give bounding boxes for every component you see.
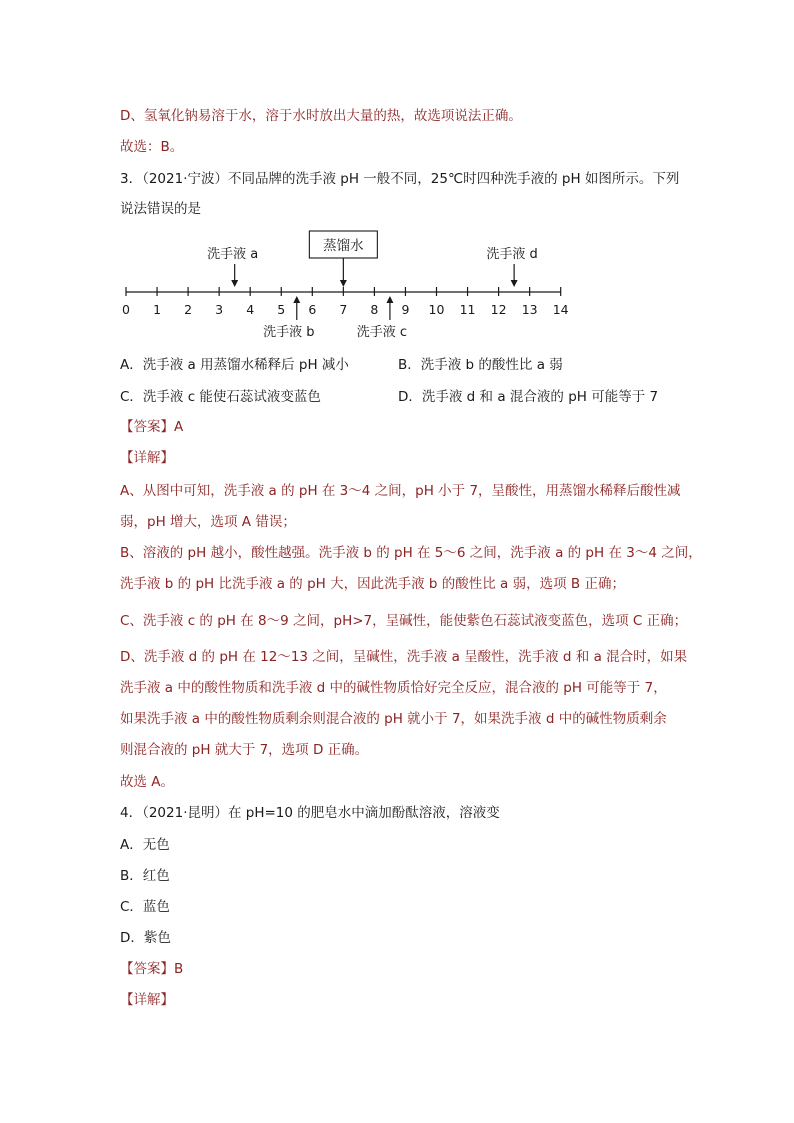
scale-tick-label: 0 bbox=[122, 302, 130, 317]
option-c: C．洗手液 c 能使石蕊试液变蓝色 bbox=[120, 389, 321, 405]
text-line: B、溶液的 pH 越小，酸性越强。洗手液 b 的 pH 在 5～6 之间，洗手液 a 的 pH 在 3～4 之间， bbox=[120, 545, 702, 561]
text-line: 3．（2021·宁波）不同品牌的洗手液 pH 一般不同，25℃时四种洗手液的 pH 如图所示。下列 bbox=[120, 171, 680, 187]
box-arrow-head bbox=[340, 280, 347, 287]
text-line: A．无色 bbox=[120, 837, 170, 853]
option-a: A．洗手液 a 用蒸馏水稀释后 pH 减小 bbox=[120, 357, 349, 373]
scale-tick-label: 2 bbox=[184, 302, 193, 317]
scale-tick-label: 12 bbox=[490, 302, 507, 317]
marker-arrow-down-head bbox=[231, 280, 238, 287]
text-line: B．红色 bbox=[120, 868, 170, 884]
text-line: 如果洗手液 a 中的酸性物质剩余则混合液的 pH 就小于 7，如果洗手液 d 中的碱性物质剩余 bbox=[120, 711, 667, 727]
text-line: C．蓝色 bbox=[120, 899, 170, 915]
scale-tick-label: 13 bbox=[521, 302, 538, 317]
text-line: 【答案】A bbox=[120, 419, 184, 435]
scale-tick-label: 1 bbox=[153, 302, 162, 317]
text-line: 【答案】B bbox=[120, 961, 184, 977]
text-line: 故选 A。 bbox=[120, 774, 175, 790]
text-line: 则混合液的 pH 就大于 7，选项 D 正确。 bbox=[120, 742, 369, 758]
option-b: B．洗手液 b 的酸性比 a 弱 bbox=[398, 357, 563, 373]
scale-tick-label: 8 bbox=[370, 302, 379, 317]
text-line: D、洗手液 d 的 pH 在 12～13 之间，呈碱性，洗手液 a 呈酸性，洗手液 d 和 a 混合时，如果 bbox=[120, 649, 688, 665]
text-line: 【详解】 bbox=[120, 450, 174, 466]
marker-label-below: 洗手液 b bbox=[263, 325, 315, 340]
text-line: 4．（2021·昆明）在 pH=10 的肥皂水中滴加酚酞溶液，溶液变 bbox=[120, 805, 500, 821]
scale-tick-label: 5 bbox=[277, 302, 286, 317]
marker-label-below: 洗手液 c bbox=[356, 325, 408, 340]
text-line: C、洗手液 c 的 pH 在 8～9 之间，pH>7，呈碱性，能使紫色石蕊试液变蓝色，选项 C 正确； bbox=[120, 613, 688, 629]
scale-tick-label: 4 bbox=[246, 302, 255, 317]
text-line: 【详解】 bbox=[120, 992, 174, 1008]
scale-tick-label: 11 bbox=[459, 302, 476, 317]
text-line: D、氢氧化钠易溶于水，溶于水时放出大量的热，故选项说法正确。 bbox=[120, 108, 522, 124]
scale-tick-label: 14 bbox=[552, 302, 569, 317]
scale-tick-label: 9 bbox=[401, 302, 410, 317]
text-line: A、从图中可知，洗手液 a 的 pH 在 3～4 之间，pH 小于 7，呈酸性，用蒸馏水稀释后酸性减 bbox=[120, 483, 681, 499]
marker-label-above: 洗手液 a bbox=[207, 247, 259, 262]
scale-tick-label: 3 bbox=[215, 302, 224, 317]
text-line: 洗手液 b 的 pH 比洗手液 a 的 pH 大，因此洗手液 b 的酸性比 a 弱，选项 B 正确； bbox=[120, 576, 625, 592]
scale-tick-label: 10 bbox=[428, 302, 445, 317]
marker-arrow-down-head bbox=[511, 280, 518, 287]
scale-tick-label: 6 bbox=[308, 302, 317, 317]
box-label: 蒸馏水 bbox=[323, 238, 364, 254]
text-line: 洗手液 a 中的酸性物质和洗手液 d 中的碱性物质恰好完全反应，混合液的 pH 可能等于 7， bbox=[120, 680, 667, 696]
marker-arrow-up-head bbox=[386, 296, 393, 303]
option-d: D．洗手液 d 和 a 混合液的 pH 可能等于 7 bbox=[398, 389, 659, 405]
ph-scale-diagram bbox=[110, 228, 580, 348]
text-line: 说法错误的是 bbox=[120, 201, 201, 217]
text-line: 故选：B。 bbox=[120, 139, 184, 155]
marker-arrow-up-head bbox=[293, 296, 300, 303]
text-line: 弱，pH 增大，选项 A 错误； bbox=[120, 514, 296, 530]
scale-tick-label: 7 bbox=[339, 302, 348, 317]
text-line: D．紫色 bbox=[120, 930, 171, 946]
marker-label-above: 洗手液 d bbox=[486, 247, 538, 262]
